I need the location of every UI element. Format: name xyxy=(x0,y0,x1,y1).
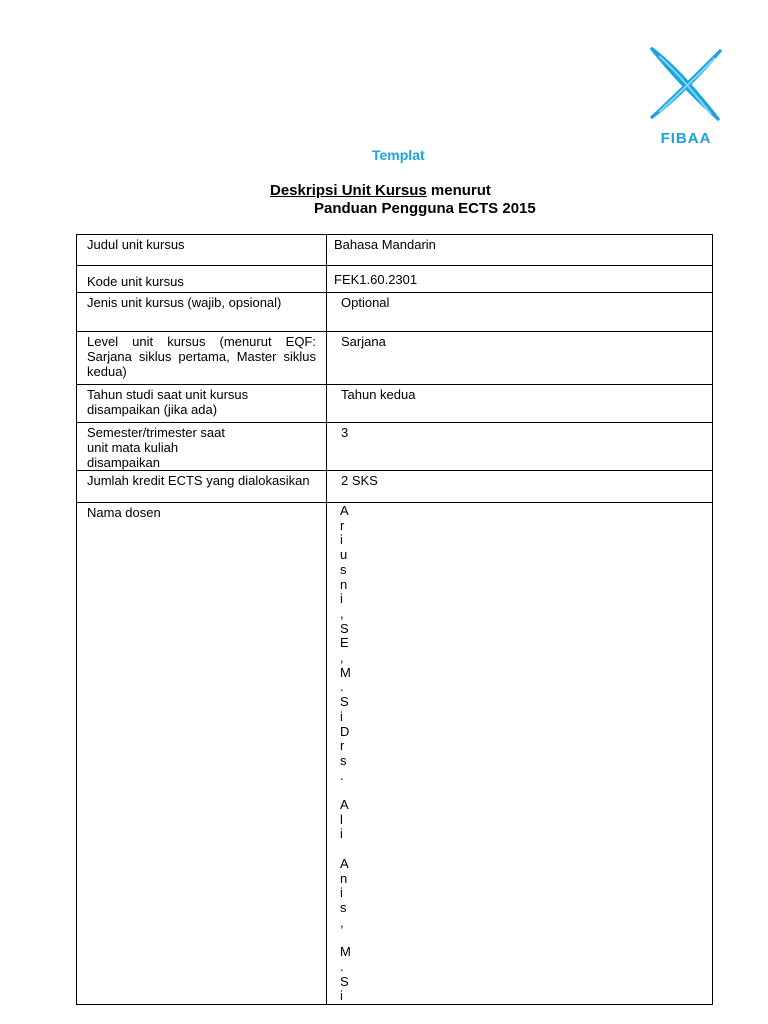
row-value: 2 SKS xyxy=(327,471,713,503)
title-underlined-part: Deskripsi Unit Kursus xyxy=(270,182,427,199)
row-value: 3 xyxy=(327,423,713,471)
fibaa-logo xyxy=(645,44,727,148)
row-label: Tahun studi saat unit kursus disampaikan (jika ada) xyxy=(77,385,327,423)
row-label: Level unit kursus (menurut EQF: Sarjana siklus pertama, Master siklus kedua) xyxy=(77,332,327,385)
row-label: Semester/trimester saat unit mata kuliah disampaikan xyxy=(77,423,327,471)
row-label: Judul unit kursus xyxy=(77,235,327,266)
course-description-table xyxy=(76,234,713,1005)
row-value: Optional xyxy=(327,293,713,332)
template-label: Templat xyxy=(372,147,425,163)
table-row xyxy=(77,385,713,423)
row-label: Jumlah kredit ECTS yang dialokasikan xyxy=(77,471,327,503)
row-value: FEK1.60.2301 xyxy=(327,266,713,293)
table-row xyxy=(77,423,713,471)
row-value: Sarjana xyxy=(327,332,713,385)
table-row xyxy=(77,293,713,332)
fibaa-x-icon xyxy=(645,44,727,126)
lecturer-name-vertical: A r i u s n i , S E , M . S i D r s . A l i A n i s , M . S i xyxy=(327,503,713,1005)
row-label: Nama dosen xyxy=(77,503,327,1005)
table-row xyxy=(77,235,713,266)
table-row xyxy=(77,471,713,503)
row-label: Kode unit kursus xyxy=(77,266,327,293)
row-value: Bahasa Mandarin xyxy=(327,235,713,266)
fibaa-logo-text: FIBAA xyxy=(660,130,712,147)
document-title-line2: Panduan Pengguna ECTS 2015 xyxy=(314,200,536,217)
document-title-line1 xyxy=(270,182,491,199)
row-label: Jenis unit kursus (wajib, opsional) xyxy=(77,293,327,332)
table-row xyxy=(77,503,713,1005)
table-row xyxy=(77,266,713,293)
title-rest-part: menurut xyxy=(426,182,491,199)
row-value: Tahun kedua xyxy=(327,385,713,423)
table-row xyxy=(77,332,713,385)
